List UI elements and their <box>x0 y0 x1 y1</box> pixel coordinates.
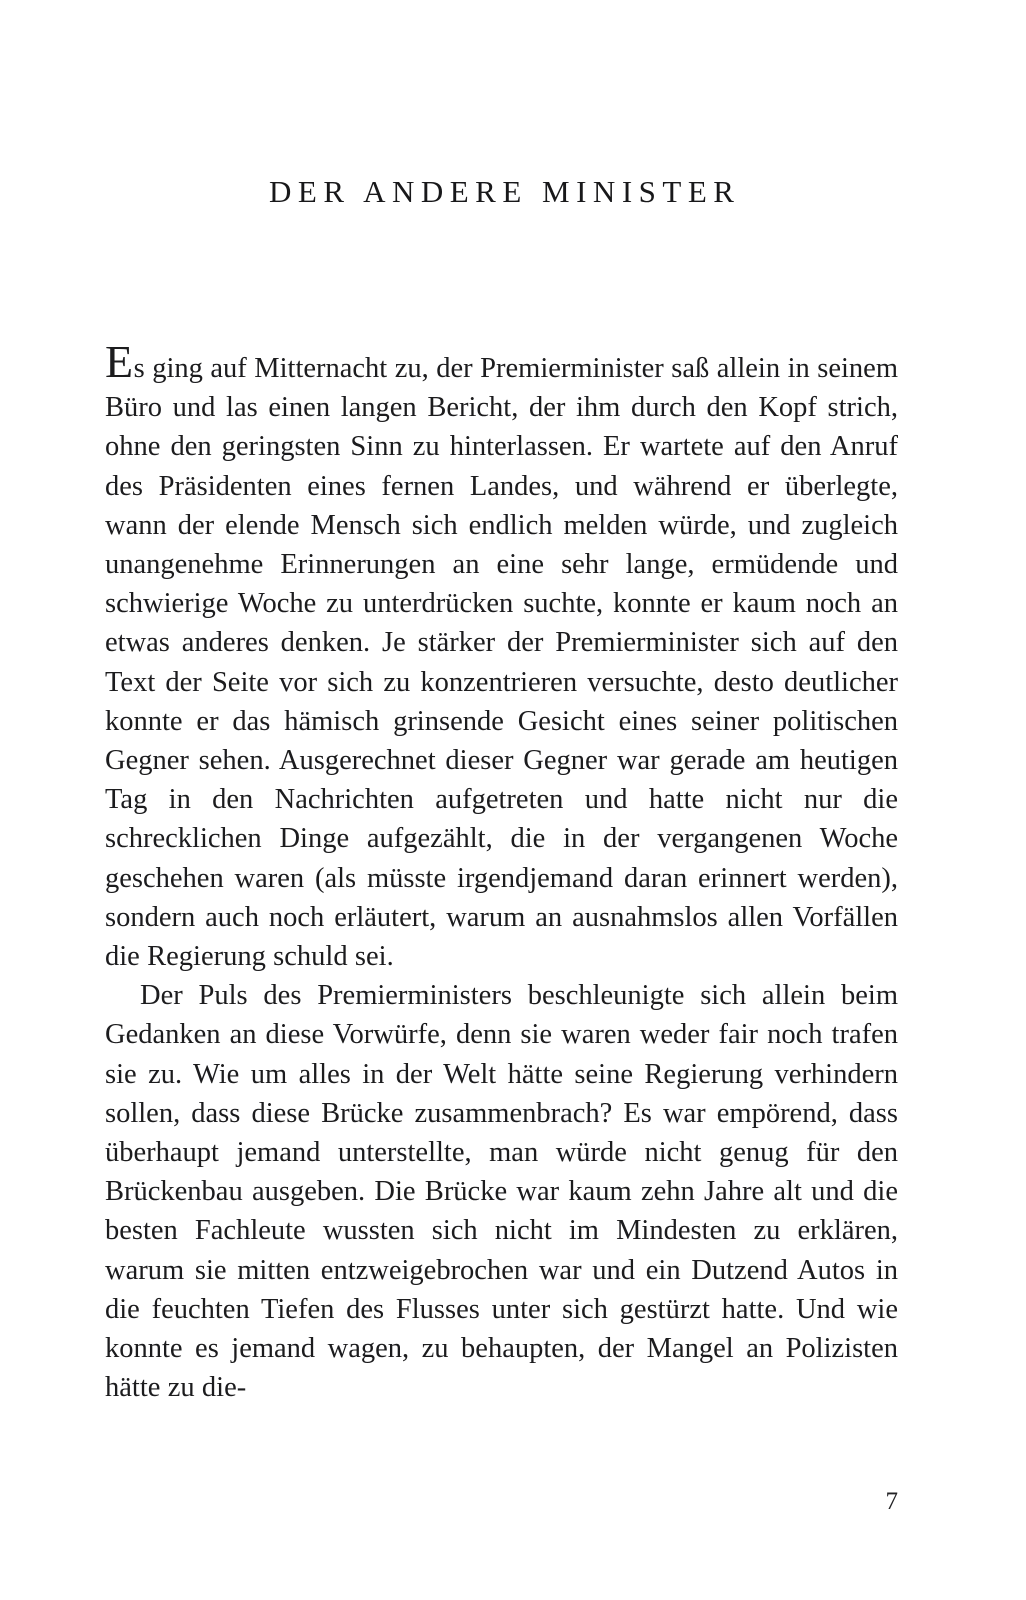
body-text-block <box>105 336 898 1407</box>
chapter-title: DER ANDERE MINISTER <box>269 173 741 209</box>
initial-cap-letter: E <box>105 336 134 387</box>
paragraph-1-opening-letters: s <box>133 353 145 384</box>
paragraph-2: Der Puls des Premierministers beschleunigte sich allein beim Gedanken an diese Vorwürfe, denn sie waren weder fair noch trafen sie zu. Wie um alles in der Welt hätte seine Regierung verhindern sollen, dass diese Brücke zusammenbrach? Es war empörend, dass überhaupt jemand unterstellte, man würde nicht genug für den Brückenbau ausgeben. Die Brücke war kaum zehn Jahre alt und die besten Fachleute wussten sich nicht im Mindesten zu erklären, warum sie mitten entzweigebrochen war und ein Dutzend Autos in die feuchten Tiefen des Flusses unter sich gestürzt hatte. Und wie konnte es jemand wagen, zu behaupten, der Mangel an Polizisten hätte zu die- <box>105 980 898 1404</box>
page-number: 7 <box>885 1488 898 1515</box>
paragraph-1 <box>105 336 898 976</box>
paragraph-1-text: ging auf Mitternacht zu, der Premierminister saß allein in seinem Büro und las einen langen Bericht, der ihm durch den Kopf strich, ohne den geringsten Sinn zu hinterlassen. Er wartete auf den Anruf des Präsidenten eines fernen Landes, und während er überlegte, wann der elende Mensch sich endlich melden würde, und zugleich unangenehme Erinnerungen an eine sehr lange, ermüdende und schwierige Woche zu unterdrücken suchte, konnte er kaum noch an etwas anderes denken. Je stärker der Premierminister sich auf den Text der Seite vor sich zu konzentrieren versuchte, desto deutlicher konnte er das hämisch grinsende Gesicht eines seiner politischen Gegner sehen. Ausgerechnet dieser Gegner war gerade am heutigen Tag in den Nachrichten aufgetreten und hatte nicht nur die schrecklichen Dinge aufgezählt, die in der vergangenen Woche geschehen waren (als müsste irgendjemand daran erinnert werden), sondern auch noch erläutert, warum an ausnahmslos allen Vorfällen die Regierung schuld sei. <box>105 353 898 973</box>
